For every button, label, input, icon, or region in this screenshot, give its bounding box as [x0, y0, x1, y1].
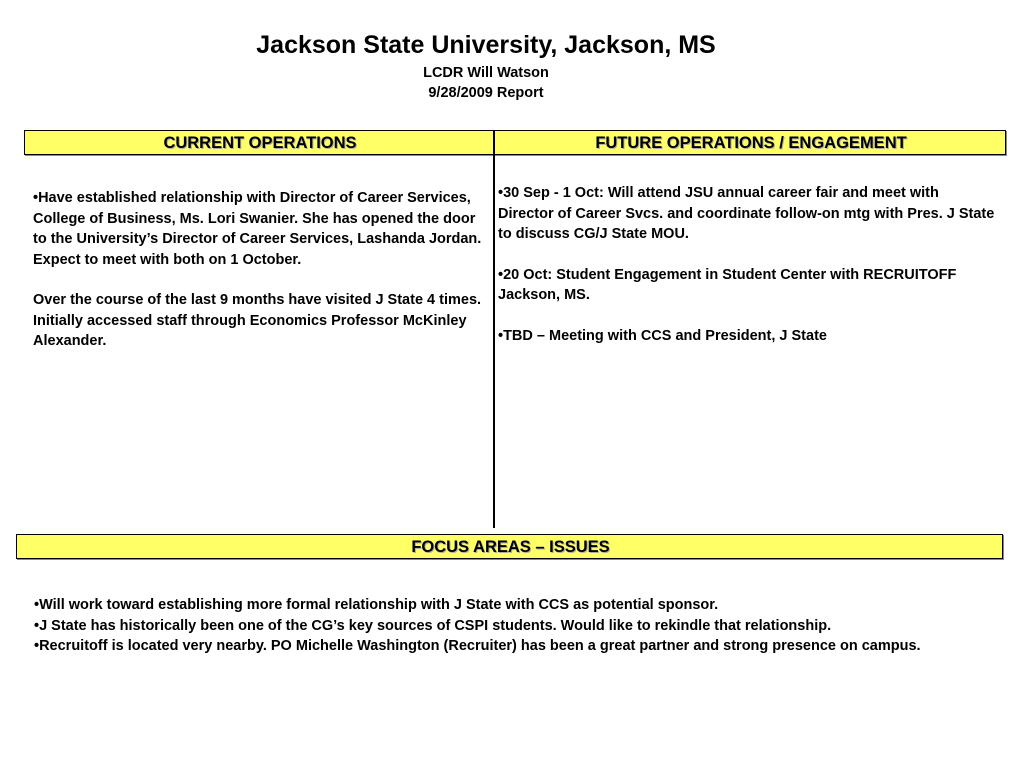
focus-areas-header-bar — [16, 534, 1003, 559]
slide-title: Jackson State University, Jackson, MS — [256, 31, 716, 59]
report-date-line: 9/28/2009 Report — [428, 85, 544, 101]
future-paragraph: •30 Sep - 1 Oct: Will attend JSU annual career fair and meet with Director of Career Svcs. and coordinate follow-on mtg with Pres. J State to discuss CG/J State MOU. — [498, 185, 995, 242]
future-operations-content — [498, 183, 998, 366]
column-divider — [493, 130, 495, 528]
future-operations-heading: FUTURE OPERATIONS / ENGAGEMENT — [595, 134, 907, 152]
future-paragraph: •20 Oct: Student Engagement in Student Center with RECRUITOFF Jackson, MS. — [498, 266, 957, 303]
focus-item: •Will work toward establishing more formal relationship with J State with CCS as potential sponsor. — [34, 597, 719, 613]
operations-header-bar — [24, 130, 1006, 155]
focus-areas-list — [34, 595, 994, 657]
current-paragraph: Over the course of the last 9 months have visited J State 4 times. Initially accessed staff through Economics Professor McKinley Alexander. — [33, 292, 482, 349]
current-operations-heading: CURRENT OPERATIONS — [163, 134, 357, 152]
future-paragraph: •TBD – Meeting with CCS and President, J State — [498, 327, 827, 344]
current-operations-content — [33, 188, 483, 372]
author-line: LCDR Will Watson — [423, 65, 549, 81]
current-paragraph: •Have established relationship with Director of Career Services, College of Business, Ms. Lori Swanier. She has opened the door to the University’s Director of Career Services, Lashanda Jordan. Expect to meet with both on 1 October. — [33, 190, 482, 268]
focus-item: •J State has historically been one of the CG’s key sources of CSPI students. Would like to rekindle that relationship. — [34, 617, 832, 634]
focus-areas-heading: FOCUS AREAS – ISSUES — [411, 538, 610, 556]
focus-item: •Recruitoff is located very nearby. PO Michelle Washington (Recruiter) has been a great partner and strong presence on campus. — [34, 638, 921, 654]
